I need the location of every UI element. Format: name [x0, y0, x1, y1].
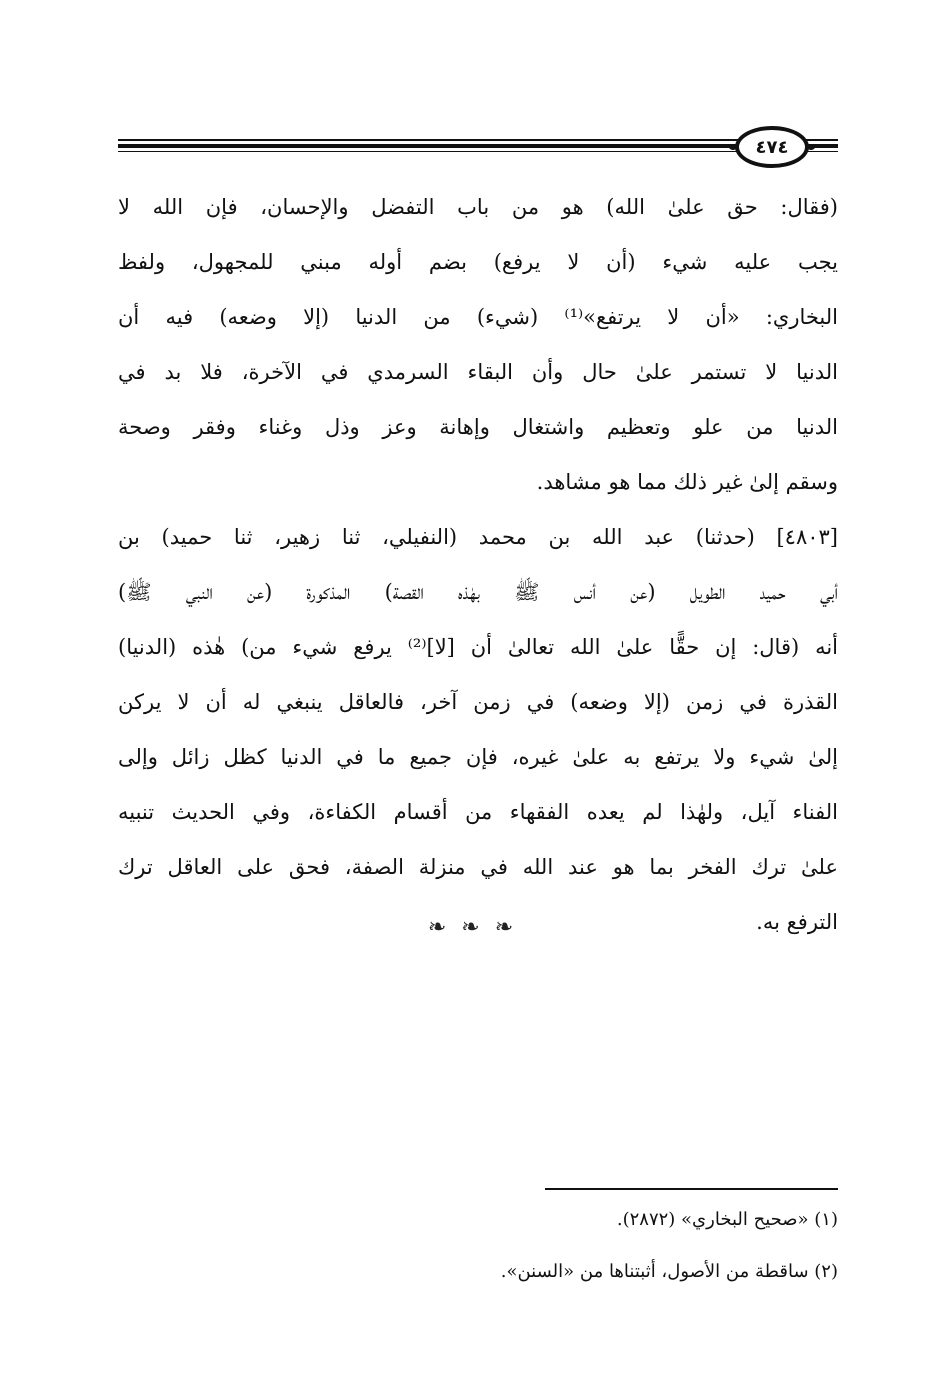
header-rule-thin: [118, 151, 838, 152]
page-header: [118, 126, 838, 170]
text-line: [٤٨٠٣] (حدثنا) عبد الله بن محمد (النفيلي، ثنا زهير، ثنا حميد) بن: [118, 525, 838, 549]
footnote-separator: [545, 1188, 838, 1190]
text-line: أبي حميد الطويل (عن أنس ﷺ بهٰذه القصة) المذكورة (عن النبي ﷺ): [118, 580, 838, 604]
footnote: (٢) ساقطة من الأصول، أثبتناها من «السنن».: [500, 1261, 838, 1282]
text-line: الدنيا لا تستمر علىٰ حال وأن البقاء السرمدي في الآخرة، فلا بد في: [118, 360, 838, 384]
footnote: (١) «صحيح البخاري» (٢٨٧٢).: [616, 1209, 838, 1230]
text-line: الترفع به.: [756, 910, 838, 934]
text-line: إلىٰ شيء ولا يرتفع به علىٰ غيره، فإن جميع ما في الدنيا كظل زائل وإلى: [118, 745, 838, 769]
section-divider-ornament: ❧ ❧ ❧: [427, 915, 518, 940]
header-rule: [118, 139, 838, 141]
text-line: (فقال: حق علىٰ الله) هو من باب التفضل والإحسان، فإن الله لا: [118, 195, 838, 219]
text-line: الدنيا من علو وتعظيم واشتغال وإهانة وعز وذل وغناء وفقر وصحة: [118, 415, 838, 439]
text-line: الفناء آيل، ولهٰذا لم يعده الفقهاء من أقسام الكفاءة، وفي الحديث تنبيه: [118, 800, 838, 824]
text-line: البخاري: «أن لا يرتفع»⁽¹⁾ (شيء) من الدنيا (إلا وضعه) فيه أن: [118, 305, 838, 329]
text-line: وسقم إلىٰ غير ذلك مما هو مشاهد.: [536, 470, 838, 494]
text-line: علىٰ ترك الفخر بما هو عند الله في منزلة الصفة، فحق على العاقل ترك: [118, 855, 838, 879]
text-line: يجب عليه شيء (أن لا يرفع) بضم أوله مبني للمجهول، ولفظ: [118, 250, 838, 274]
main-text: [118, 180, 838, 950]
page-number: ٤٧٤: [735, 126, 809, 168]
footnotes: [300, 1200, 838, 1304]
text-line: القذرة في زمن (إلا وضعه) في زمن آخر، فالعاقل ينبغي له أن لا يركن: [118, 690, 838, 714]
text-line: أنه (قال: إن حقًّا علىٰ الله تعالىٰ أن [لا]⁽²⁾ يرفع شيء من) هٰذه (الدنيا): [118, 635, 838, 659]
